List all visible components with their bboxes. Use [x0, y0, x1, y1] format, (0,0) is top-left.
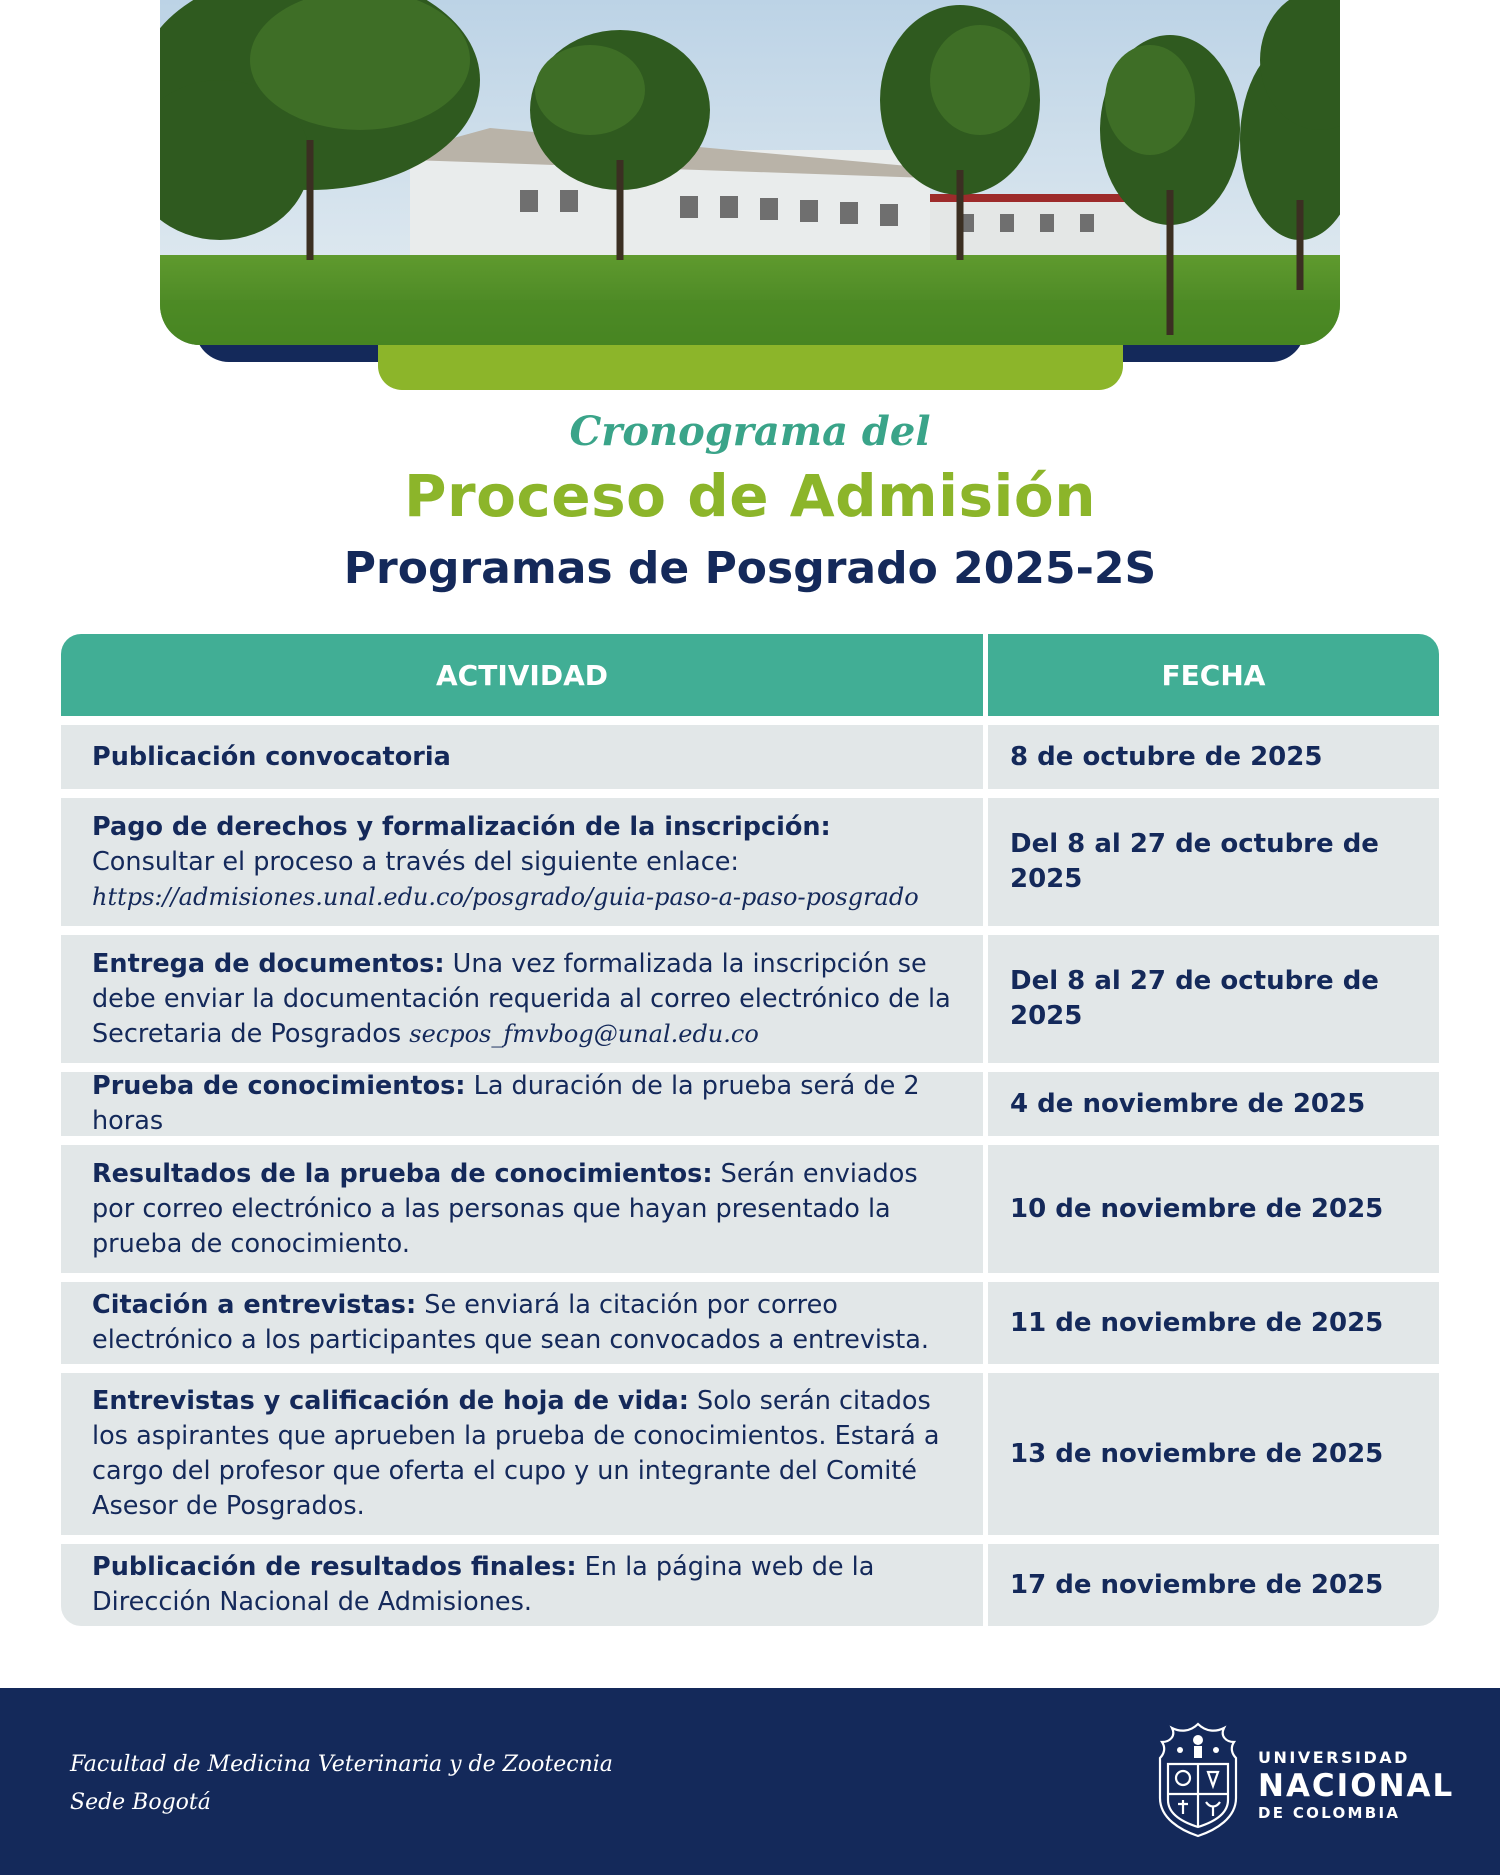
activity-cell	[61, 1145, 983, 1273]
activity-description: Solo serán citados los aspirantes que aprueben la prueba de conocimientos. Estará a cargo del profesor que oferta el cupo y un integrante del Comité Asesor de Posgrados.	[92, 1386, 940, 1521]
activity-title: Entrevistas y calificación de hoja de vida:	[92, 1386, 689, 1416]
table-row	[61, 798, 1439, 926]
activity-cell	[61, 1544, 983, 1626]
activity-title: Resultados de la prueba de conocimientos:	[92, 1158, 713, 1189]
table-row	[61, 725, 1439, 789]
activity-title: Publicación de resultados finales:	[92, 1552, 577, 1582]
schedule-table	[61, 634, 1439, 1635]
activity-cell	[61, 725, 983, 789]
date-cell: 10 de noviembre de 2025	[988, 1145, 1439, 1273]
activity-description: La duración de la prueba será de 2 horas	[92, 1071, 920, 1136]
table-row	[61, 1373, 1439, 1535]
logo-line-colombia: DE COLOMBIA	[1258, 1804, 1401, 1822]
faculty-info	[70, 1746, 613, 1822]
admissions-link[interactable]: https://admisiones.unal.edu.co/posgrado/guia-paso-a-paso-posgrado	[92, 882, 919, 911]
header-activity: ACTIVIDAD	[61, 634, 983, 716]
date-cell: 8 de octubre de 2025	[988, 725, 1439, 789]
activity-cell	[61, 798, 983, 926]
activity-cell	[61, 1282, 983, 1364]
university-shield-icon	[1150, 1718, 1246, 1840]
secretary-email-link[interactable]: secpos_fmvbog@unal.edu.co	[409, 1019, 759, 1048]
table-header	[61, 634, 1439, 716]
activity-description: Se enviará la citación por correo electrónico a los participantes que sean convocados a entrevista.	[92, 1290, 930, 1355]
date-cell: 13 de noviembre de 2025	[988, 1373, 1439, 1535]
hero-photo	[160, 0, 1340, 345]
title-proceso-admision: Proceso de Admisión	[403, 462, 1097, 530]
header-date: FECHA	[988, 634, 1439, 716]
activity-description: En la página web de la Dirección Nacional de Admisiones.	[92, 1552, 875, 1617]
date-cell: 11 de noviembre de 2025	[988, 1282, 1439, 1364]
faculty-name: Facultad de Medicina Veterinaria y de Zootecnia	[70, 1752, 613, 1777]
title-cronograma: Cronograma del	[569, 408, 931, 455]
table-row	[61, 1072, 1439, 1136]
activity-title: Pago de derechos y formalización de la inscripción:	[92, 811, 831, 842]
activity-title: Entrega de documentos:	[92, 948, 445, 979]
university-logo-text	[1258, 1748, 1454, 1822]
activity-cell	[61, 1373, 983, 1535]
sede-name: Sede Bogotá	[70, 1790, 211, 1815]
table-row	[61, 1145, 1439, 1273]
hero-green-band	[378, 345, 1123, 390]
activity-title: Publicación convocatoria	[92, 741, 451, 772]
table-row	[61, 935, 1439, 1063]
table-row	[61, 1282, 1439, 1364]
activity-description: Consultar el proceso a través del siguiente enlace:	[92, 846, 739, 877]
date-cell: 17 de noviembre de 2025	[988, 1544, 1439, 1626]
activity-title: Prueba de conocimientos:	[92, 1071, 466, 1101]
date-cell: 4 de noviembre de 2025	[988, 1072, 1439, 1136]
activity-title: Citación a entrevistas:	[92, 1290, 417, 1320]
title-programas-posgrado: Programas de Posgrado 2025-2S	[343, 543, 1157, 594]
activity-description: Una vez formalizada la inscripción se debe enviar la documentación requerida al correo electrónico de la Secretaria de Posgrados	[92, 948, 951, 1049]
activity-description: Serán enviados por correo electrónico a las personas que hayan presentado la prueba de conocimiento.	[92, 1158, 918, 1259]
activity-cell	[61, 1072, 983, 1136]
table-row	[61, 1544, 1439, 1626]
logo-line-nacional: NACIONAL	[1258, 1768, 1455, 1804]
date-cell: Del 8 al 27 de octubre de 2025	[988, 798, 1439, 926]
activity-cell	[61, 935, 983, 1063]
logo-line-universidad: UNIVERSIDAD	[1258, 1748, 1410, 1767]
date-cell: Del 8 al 27 de octubre de 2025	[988, 935, 1439, 1063]
